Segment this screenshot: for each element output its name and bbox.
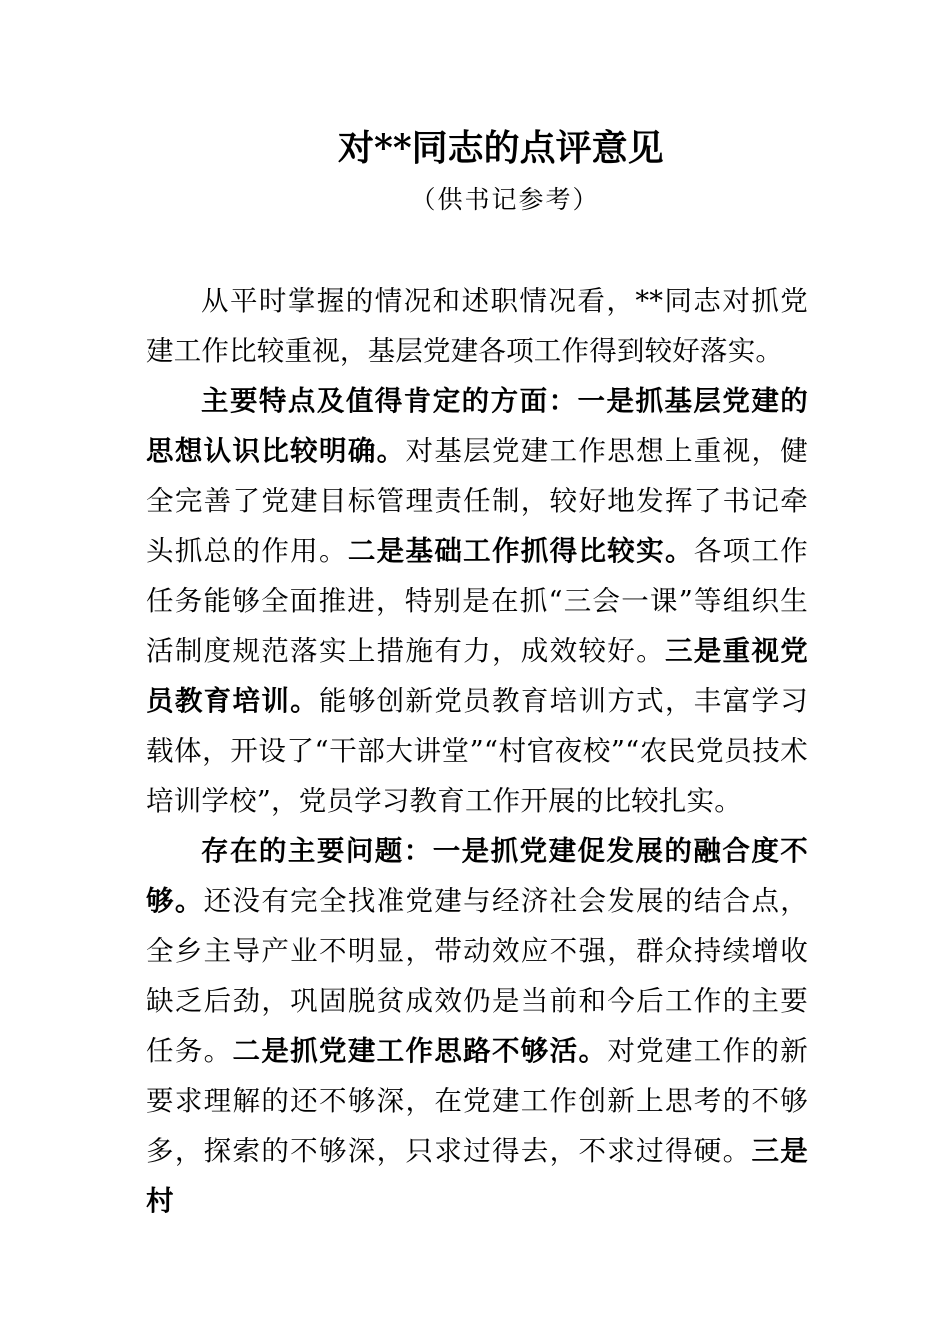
intro-text: 从平时掌握的情况和述职情况看，**同志对抓党建工作比较重视，基层党建各项工作得到较好落实。	[146, 285, 808, 367]
problem-3-heading: 三是村	[146, 1135, 809, 1217]
document-title: 对**同志的点评意见	[338, 127, 664, 169]
strength-3-heading: 三是重视党员教育培训。	[146, 635, 808, 717]
problem-2-heading: 二是抓党建工作思路不够活。	[232, 1035, 608, 1067]
paragraph-problems	[146, 826, 808, 1226]
problem-1-text: 还没有完全找准党建与经济社会发展的结合点，全乡主导产业不明显，带动效应不强，群众持续增收缺乏后劲，巩固脱贫成效仍是当前和今后工作的主要任务。	[146, 885, 808, 1067]
problem-1-heading: 一是抓党建促发展的融合度不够。	[146, 835, 808, 917]
strength-2-heading: 二是基础工作抓得比较实。	[347, 535, 694, 567]
problem-2-text: 对党建工作的新要求理解的还不够深，在党建工作创新上思考的不够多，探索的不够深，只求过得去，不求过得硬。	[146, 1035, 808, 1167]
paragraph-intro	[146, 276, 808, 376]
document-body	[146, 276, 808, 1226]
strength-1-text: 对基层党建工作思想上重视，健全完善了党建目标管理责任制，较好地发挥了书记牵头抓总的作用。	[146, 435, 808, 567]
strengths-lead: 主要特点及值得肯定的方面：	[201, 385, 578, 417]
document-subtitle: （供书记参考）	[410, 185, 600, 214]
problems-lead: 存在的主要问题：	[201, 835, 433, 867]
paragraph-strengths	[146, 376, 808, 826]
strength-1-heading: 一是抓基层党建的思想认识比较明确。	[146, 385, 808, 467]
strength-3-text: 能够创新党员教育培训方式，丰富学习载体，开设了“干部大讲堂”“村官夜校”“农民党员技术培训学校”，党员学习教育工作开展的比较扎实。	[146, 685, 809, 817]
strength-2-text: 各项工作任务能够全面推进，特别是在抓“三会一课”等组织生活制度规范落实上措施有力，成效较好。	[146, 535, 808, 667]
